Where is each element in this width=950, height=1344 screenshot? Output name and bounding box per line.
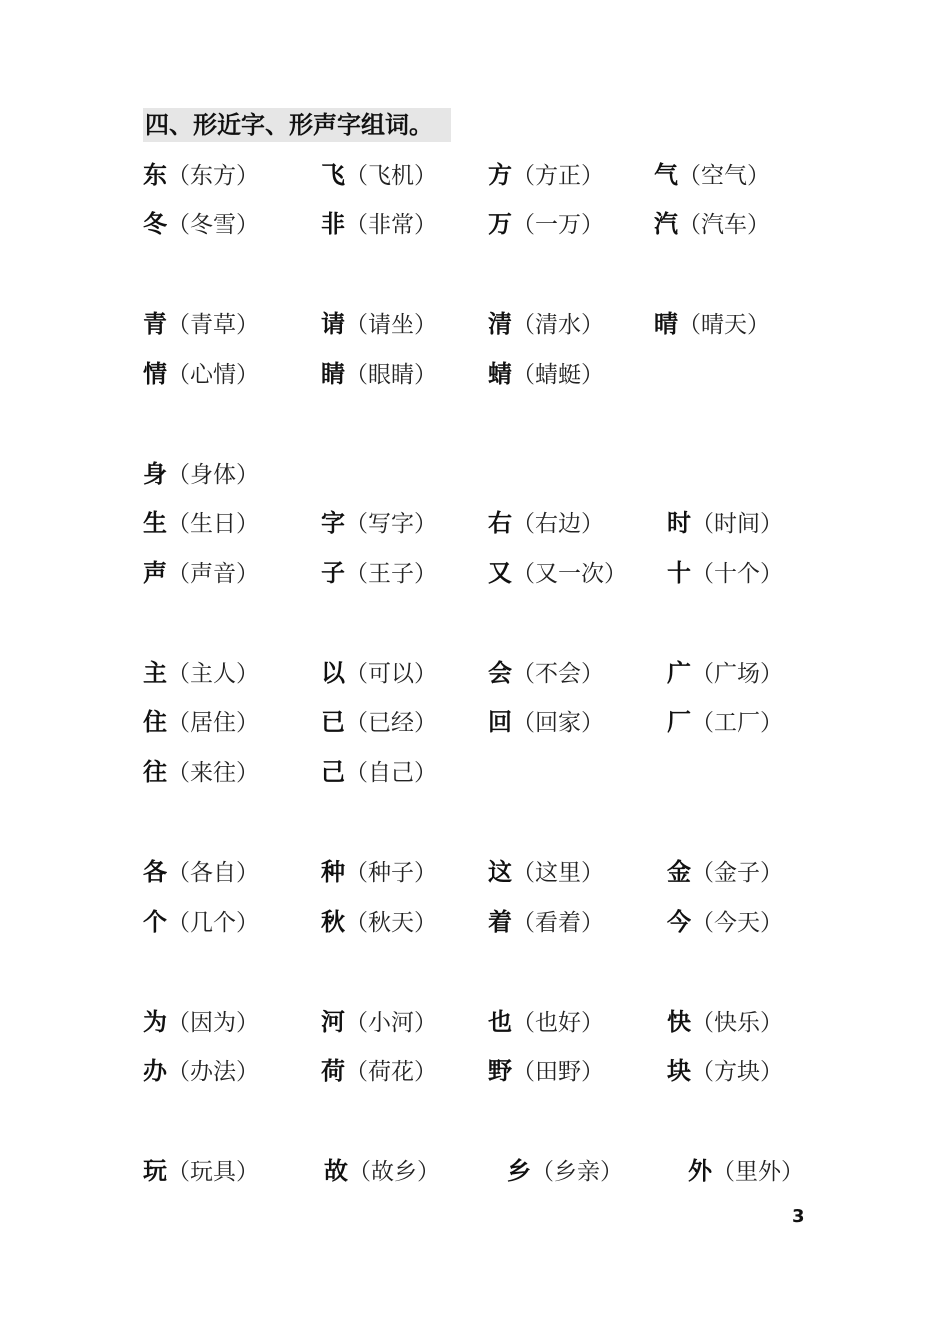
character: 往 (143, 758, 167, 786)
word-row (0, 1056, 950, 1086)
character: 种 (321, 858, 345, 886)
character: 住 (143, 708, 167, 736)
word-entry (143, 309, 259, 339)
word-entry (488, 359, 604, 389)
compound-word: （荷花） (345, 1059, 437, 1085)
character: 晴 (654, 310, 678, 338)
word-entry (143, 707, 259, 737)
character: 外 (688, 1157, 712, 1185)
character: 金 (667, 858, 691, 886)
word-entry (143, 857, 259, 887)
word-entry (321, 658, 437, 688)
compound-word: （方块） (691, 1059, 783, 1085)
page-number: 3 (792, 1206, 805, 1227)
word-entry (321, 209, 437, 239)
word-entry (321, 359, 437, 389)
compound-word: （也好） (512, 1010, 604, 1036)
character: 玩 (143, 1157, 167, 1185)
character: 己 (321, 758, 345, 786)
compound-word: （一万） (512, 212, 604, 238)
compound-word: （请坐） (345, 312, 437, 338)
character: 个 (143, 908, 167, 936)
word-entry (143, 209, 259, 239)
word-entry (143, 508, 259, 538)
word-entry (654, 160, 770, 190)
word-entry (321, 558, 437, 588)
character: 生 (143, 509, 167, 537)
character: 情 (143, 360, 167, 388)
compound-word: （来往） (167, 760, 259, 786)
compound-word: （方正） (512, 163, 604, 189)
compound-word: （清水） (512, 312, 604, 338)
compound-word: （生日） (167, 511, 259, 537)
word-entry (667, 1007, 783, 1037)
compound-word: （已经） (345, 710, 437, 736)
compound-word: （晴天） (678, 312, 770, 338)
word-entry (667, 658, 783, 688)
character: 飞 (321, 161, 345, 189)
compound-word: （写字） (345, 511, 437, 537)
compound-word: （种子） (345, 860, 437, 886)
compound-word: （右边） (512, 511, 604, 537)
character: 也 (488, 1008, 512, 1036)
compound-word: （广场） (691, 661, 783, 687)
word-row (0, 359, 950, 389)
character: 办 (143, 1057, 167, 1085)
compound-word: （工厂） (691, 710, 783, 736)
word-entry (688, 1156, 804, 1186)
word-entry (143, 757, 259, 787)
word-entry (488, 209, 604, 239)
character: 时 (667, 509, 691, 537)
word-entry (143, 459, 259, 489)
word-row (0, 857, 950, 887)
compound-word: （蜻蜓） (512, 362, 604, 388)
character: 蜻 (488, 360, 512, 388)
section-heading: 四、形近字、形声字组词。 (143, 108, 451, 142)
word-entry (488, 907, 604, 937)
word-entry (143, 658, 259, 688)
character: 已 (321, 708, 345, 736)
character: 以 (321, 659, 345, 687)
character: 主 (143, 659, 167, 687)
word-row (0, 1007, 950, 1037)
word-entry (321, 1007, 437, 1037)
word-row (0, 160, 950, 190)
compound-word: （这里） (512, 860, 604, 886)
word-entry (488, 309, 604, 339)
word-entry (321, 508, 437, 538)
character: 荷 (321, 1057, 345, 1085)
compound-word: （快乐） (691, 1010, 783, 1036)
character: 方 (488, 161, 512, 189)
word-row (0, 1156, 950, 1186)
compound-word: （故乡） (348, 1159, 440, 1185)
character: 会 (488, 659, 512, 687)
compound-word: （自己） (345, 760, 437, 786)
word-entry (143, 558, 259, 588)
word-entry (488, 558, 627, 588)
compound-word: （眼睛） (345, 362, 437, 388)
character: 乡 (507, 1157, 531, 1185)
compound-word: （时间） (691, 511, 783, 537)
word-entry (143, 1156, 259, 1186)
compound-word: （非常） (345, 212, 437, 238)
word-entry (321, 757, 437, 787)
word-entry (143, 160, 259, 190)
character: 故 (324, 1157, 348, 1185)
character: 块 (667, 1057, 691, 1085)
character: 睛 (321, 360, 345, 388)
compound-word: （几个） (167, 910, 259, 936)
word-entry (321, 160, 437, 190)
word-row (0, 459, 950, 489)
compound-word: （声音） (167, 561, 259, 587)
character: 秋 (321, 908, 345, 936)
word-row (0, 508, 950, 538)
word-entry (321, 707, 437, 737)
character: 青 (143, 310, 167, 338)
word-entry (488, 1007, 604, 1037)
character: 着 (488, 908, 512, 936)
word-entry (488, 658, 604, 688)
compound-word: （不会） (512, 661, 604, 687)
word-entry (667, 508, 783, 538)
character: 十 (667, 559, 691, 587)
character: 声 (143, 559, 167, 587)
character: 今 (667, 908, 691, 936)
compound-word: （因为） (167, 1010, 259, 1036)
word-entry (654, 309, 770, 339)
character: 身 (143, 460, 167, 488)
word-entry (667, 558, 783, 588)
word-entry (667, 1056, 783, 1086)
character: 字 (321, 509, 345, 537)
compound-word: （看着） (512, 910, 604, 936)
word-entry (143, 907, 259, 937)
word-entry (488, 1056, 604, 1086)
compound-word: （里外） (712, 1159, 804, 1185)
compound-word: （汽车） (678, 212, 770, 238)
word-entry (143, 1007, 259, 1037)
character: 又 (488, 559, 512, 587)
word-entry (667, 907, 783, 937)
word-entry (143, 1056, 259, 1086)
compound-word: （可以） (345, 661, 437, 687)
compound-word: （金子） (691, 860, 783, 886)
character: 为 (143, 1008, 167, 1036)
character: 气 (654, 161, 678, 189)
compound-word: （东方） (167, 163, 259, 189)
word-entry (488, 857, 604, 887)
compound-word: （居住） (167, 710, 259, 736)
character: 回 (488, 708, 512, 736)
word-entry (667, 857, 783, 887)
word-row (0, 558, 950, 588)
character: 野 (488, 1057, 512, 1085)
compound-word: （今天） (691, 910, 783, 936)
compound-word: （各自） (167, 860, 259, 886)
word-entry (321, 857, 437, 887)
character: 右 (488, 509, 512, 537)
compound-word: （秋天） (345, 910, 437, 936)
word-entry (324, 1156, 440, 1186)
character: 汽 (654, 210, 678, 238)
character: 子 (321, 559, 345, 587)
word-entry (507, 1156, 623, 1186)
character: 厂 (667, 708, 691, 736)
word-entry (654, 209, 770, 239)
word-entry (488, 160, 604, 190)
compound-word: （空气） (678, 163, 770, 189)
compound-word: （回家） (512, 710, 604, 736)
compound-word: （玩具） (167, 1159, 259, 1185)
character: 河 (321, 1008, 345, 1036)
compound-word: （乡亲） (531, 1159, 623, 1185)
compound-word: （又一次） (512, 561, 627, 587)
word-row (0, 707, 950, 737)
character: 这 (488, 858, 512, 886)
word-entry (667, 707, 783, 737)
word-entry (321, 1056, 437, 1086)
character: 快 (667, 1008, 691, 1036)
character: 东 (143, 161, 167, 189)
word-entry (488, 707, 604, 737)
word-row (0, 209, 950, 239)
character: 冬 (143, 210, 167, 238)
word-row (0, 658, 950, 688)
compound-word: （小河） (345, 1010, 437, 1036)
word-entry (488, 508, 604, 538)
word-row (0, 309, 950, 339)
compound-word: （飞机） (345, 163, 437, 189)
word-entry (321, 309, 437, 339)
compound-word: （十个） (691, 561, 783, 587)
compound-word: （田野） (512, 1059, 604, 1085)
character: 清 (488, 310, 512, 338)
word-entry (321, 907, 437, 937)
compound-word: （王子） (345, 561, 437, 587)
character: 请 (321, 310, 345, 338)
compound-word: （办法） (167, 1059, 259, 1085)
character: 各 (143, 858, 167, 886)
character: 广 (667, 659, 691, 687)
character: 非 (321, 210, 345, 238)
compound-word: （身体） (167, 462, 259, 488)
compound-word: （心情） (167, 362, 259, 388)
word-row (0, 757, 950, 787)
compound-word: （主人） (167, 661, 259, 687)
compound-word: （冬雪） (167, 212, 259, 238)
word-entry (143, 359, 259, 389)
word-row (0, 907, 950, 937)
compound-word: （青草） (167, 312, 259, 338)
character: 万 (488, 210, 512, 238)
